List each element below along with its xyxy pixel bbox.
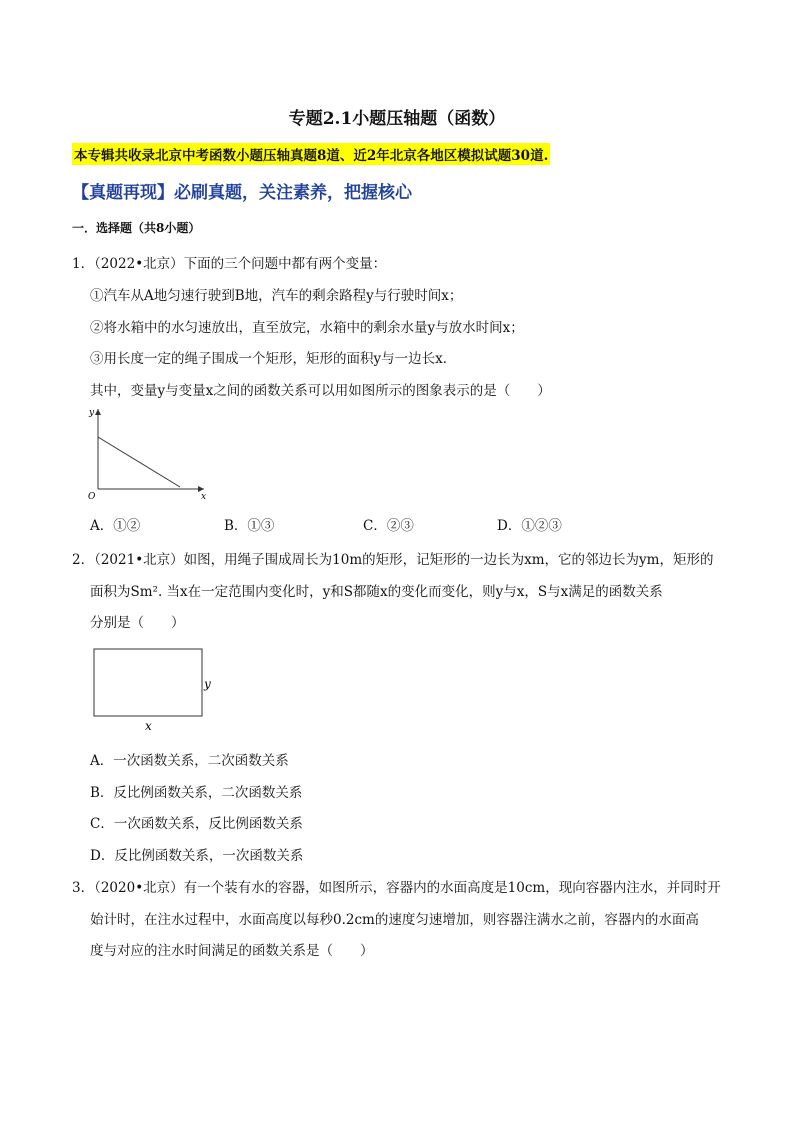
q1-option-c: C．②③ [363,518,414,534]
q1-origin-label: O [88,492,96,501]
q1-option-a: A．①② [90,518,141,534]
q1-item-3: ③用长度一定的绳子围成一个矩形，矩形的面积y与一边长x． [90,351,457,367]
q1-item-2: ②将水箱中的水匀速放出，直至放完，水箱中的剩余水量y与放水时间x； [90,320,524,336]
q2-bottom-label: x [145,719,152,733]
q2-rectangle-figure [88,644,228,736]
q2-rectangle [94,649,202,716]
q1-graph-line [98,437,180,487]
q2-option-a: A．一次函数关系，二次函数关系 [90,753,289,769]
q1-graph [84,403,214,501]
q2-option-d: D．反比例函数关系，一次函数关系 [90,848,304,864]
section-heading: 【真题再现】必刷真题，关注素养，把握核心 [72,183,412,203]
highlight-note: 本专辑共收录北京中考函数小题压轴真题8道、近2年北京各地区模拟试题30道. [72,143,550,165]
page-title: 专题2.1小题压轴题（函数） [288,109,506,129]
q2-side-label: y [204,677,211,691]
q1-option-b: B．①③ [224,518,275,534]
q2-line-2: 面积为Sm². 当x在一定范围内变化时，y和S都随x的变化而变化，则y与x，S与x满足的函数关系 [90,584,663,600]
q1-question: 其中，变量y与变量x之间的函数关系可以用如图所示的图象表示的是（ ） [90,383,551,399]
q1-item-1: ①汽车从A地匀速行驶到B地，汽车的剩余路程y与行驶时间x； [90,288,463,304]
subsection-heading: 一．选择题（共8小题） [72,221,201,235]
q3-line-1: 3．（2020•北京）有一个装有水的容器，如图所示，容器内的水面高度是10cm，现向容器内注水，并同时开 [72,880,721,896]
q2-line-3: 分别是（ ） [90,615,185,631]
q1-y-label: y [89,408,95,418]
q3-line-3: 度与对应的注水时间满足的函数关系是（ ） [90,943,374,959]
q1-option-d: D．①②③ [497,518,562,534]
q1-x-label: x [201,492,207,501]
q2-option-c: C．一次函数关系，反比例函数关系 [90,816,303,832]
q2-line-1: 2．（2021•北京）如图，用绳子围成周长为10m的矩形，记矩形的一边长为xm，它的邻边长为ym，矩形的 [72,552,714,568]
q2-option-b: B．反比例函数关系，二次函数关系 [90,785,303,801]
q1-stem: 1．（2022•北京）下面的三个问题中都有两个变量： [72,256,387,272]
q3-line-2: 始计时，在注水过程中，水面高度以每秒0.2cm的速度匀速增加，则容器注满水之前，容器内的水面高 [90,912,699,928]
